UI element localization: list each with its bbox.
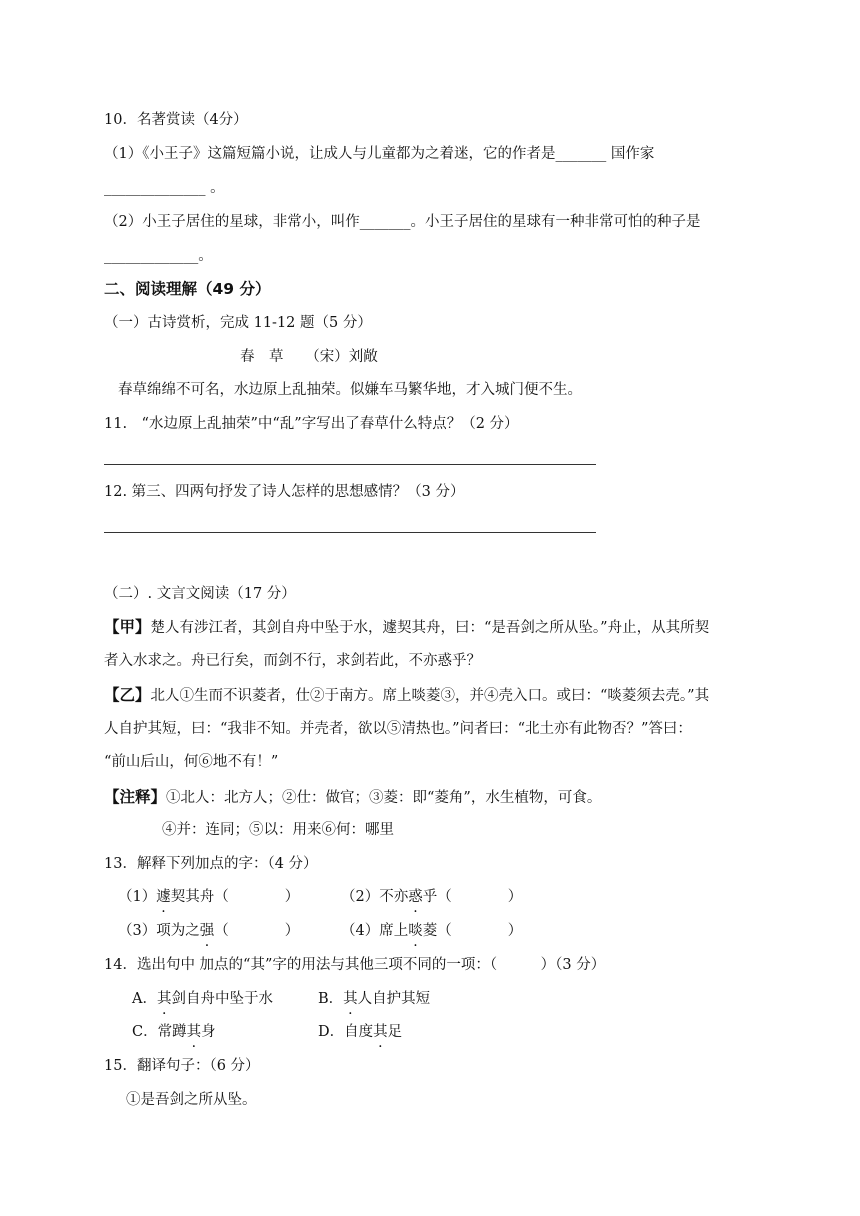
dotted-char: 惑 bbox=[408, 889, 423, 905]
notes-line1 bbox=[104, 787, 601, 808]
passage-jia-text1: 楚人有涉江者，其剑自舟中坠于水，遽契其舟，曰：“是吾剑之所从坠。”舟止，从其所契 bbox=[150, 620, 710, 636]
q14-option-c: C．常蹲其身 bbox=[132, 1024, 216, 1040]
question-12: 12. 第三、四两句抒发了诗人怎样的思想感情？（3 分） bbox=[104, 484, 465, 500]
dotted-char: 其 bbox=[156, 991, 172, 1007]
passage-jia-tag: 【甲】 bbox=[104, 618, 151, 636]
dotted-char: 其 bbox=[186, 1024, 202, 1040]
poem-text: 春草绵绵不可名，水边原上乱抽荣。似嫌车马繁华地，才入城门便不生。 bbox=[118, 382, 582, 398]
answer-line-12 bbox=[104, 532, 596, 533]
passage-yi-tag: 【乙】 bbox=[104, 686, 151, 704]
passage-jia-line1 bbox=[104, 617, 709, 638]
notes-text1: ①北人：北方人；②仕：做官；③菱：即“菱角”，水生植物，可食。 bbox=[166, 790, 602, 806]
question-14: 14．选出句中 加点的“其”字的用法与其他三项不同的一项：（ ）（3 分） bbox=[104, 957, 606, 973]
q10-title: 10．名著赏读（4分） bbox=[104, 112, 248, 128]
q10-part2-line1: （2）小王子居住的星球，非常小，叫作_______。小王子居住的星球有一种非常可怕的种子是 bbox=[104, 214, 701, 230]
dotted-char: 遽 bbox=[156, 889, 171, 905]
dotted-char: 其 bbox=[373, 1024, 388, 1040]
question-15: 15．翻译句子：（6 分） bbox=[104, 1058, 260, 1074]
q13-item-3: （3）项为之强（ ） bbox=[118, 923, 300, 939]
dotted-char: 其 bbox=[343, 991, 358, 1007]
q13-item-2: （2）不亦惑乎（ ） bbox=[341, 889, 523, 905]
notes-tag: 【注释】 bbox=[104, 788, 167, 806]
passage-yi-text1: 北人①生而不识菱者，仕②于南方。席上啖菱③，并④壳入口。或曰：“啖菱须去壳。”其 bbox=[150, 688, 710, 704]
passage-jia-line2: 者入水求之。舟已行矣，而剑不行，求剑若此，不亦惑乎？ bbox=[104, 653, 481, 669]
passage-yi-line2: 人自护其短，曰：“我非不知。并壳者，欲以⑤清热也。”问者曰：“北土亦有此物否？”答曰： bbox=[104, 721, 692, 737]
dotted-char: 啖 bbox=[408, 923, 423, 939]
passage-yi-line3: “前山后山，何⑥地不有！” bbox=[104, 754, 279, 770]
q14-option-a: A．其剑自舟中坠于水 bbox=[132, 991, 273, 1007]
question-13: 13．解释下列加点的字：（4 分） bbox=[104, 856, 318, 872]
q10-part2-line2: _____________。 bbox=[104, 248, 213, 264]
poem-intro: （一）古诗赏析，完成 11-12 题（5 分） bbox=[104, 315, 372, 331]
poem-title: 春 草 （宋）刘敞 bbox=[240, 349, 378, 365]
q10-part1-line2: ______________ 。 bbox=[104, 180, 225, 196]
passage-yi-line1 bbox=[104, 685, 709, 706]
answer-line-11 bbox=[104, 464, 596, 465]
q13-item-4: （4）席上啖菱（ ） bbox=[341, 923, 523, 939]
q15-item-1: ①是吾剑之所从坠。 bbox=[126, 1092, 257, 1108]
prose-intro: （二）. 文言文阅读（17 分） bbox=[104, 586, 296, 602]
dotted-char: 强 bbox=[199, 923, 215, 939]
q10-part1-line1: （1）《小王子》这篇短篇小说，让成人与儿童都为之着迷，它的作者是_______ 国作家 bbox=[104, 146, 655, 162]
q14-option-b: B．其人自护其短 bbox=[318, 991, 431, 1007]
notes-line2: ④并：连同；⑤以：用来⑥何：哪里 bbox=[162, 822, 394, 838]
q13-item-1: （1）遽契其舟（ ） bbox=[118, 889, 300, 905]
section2-heading: 二、阅读理解（49 分） bbox=[104, 280, 271, 298]
q14-option-d: D．自度其足 bbox=[318, 1024, 403, 1040]
question-11: 11. “水边原上乱抽荣”中“乱”字写出了春草什么特点？（2 分） bbox=[104, 416, 519, 432]
